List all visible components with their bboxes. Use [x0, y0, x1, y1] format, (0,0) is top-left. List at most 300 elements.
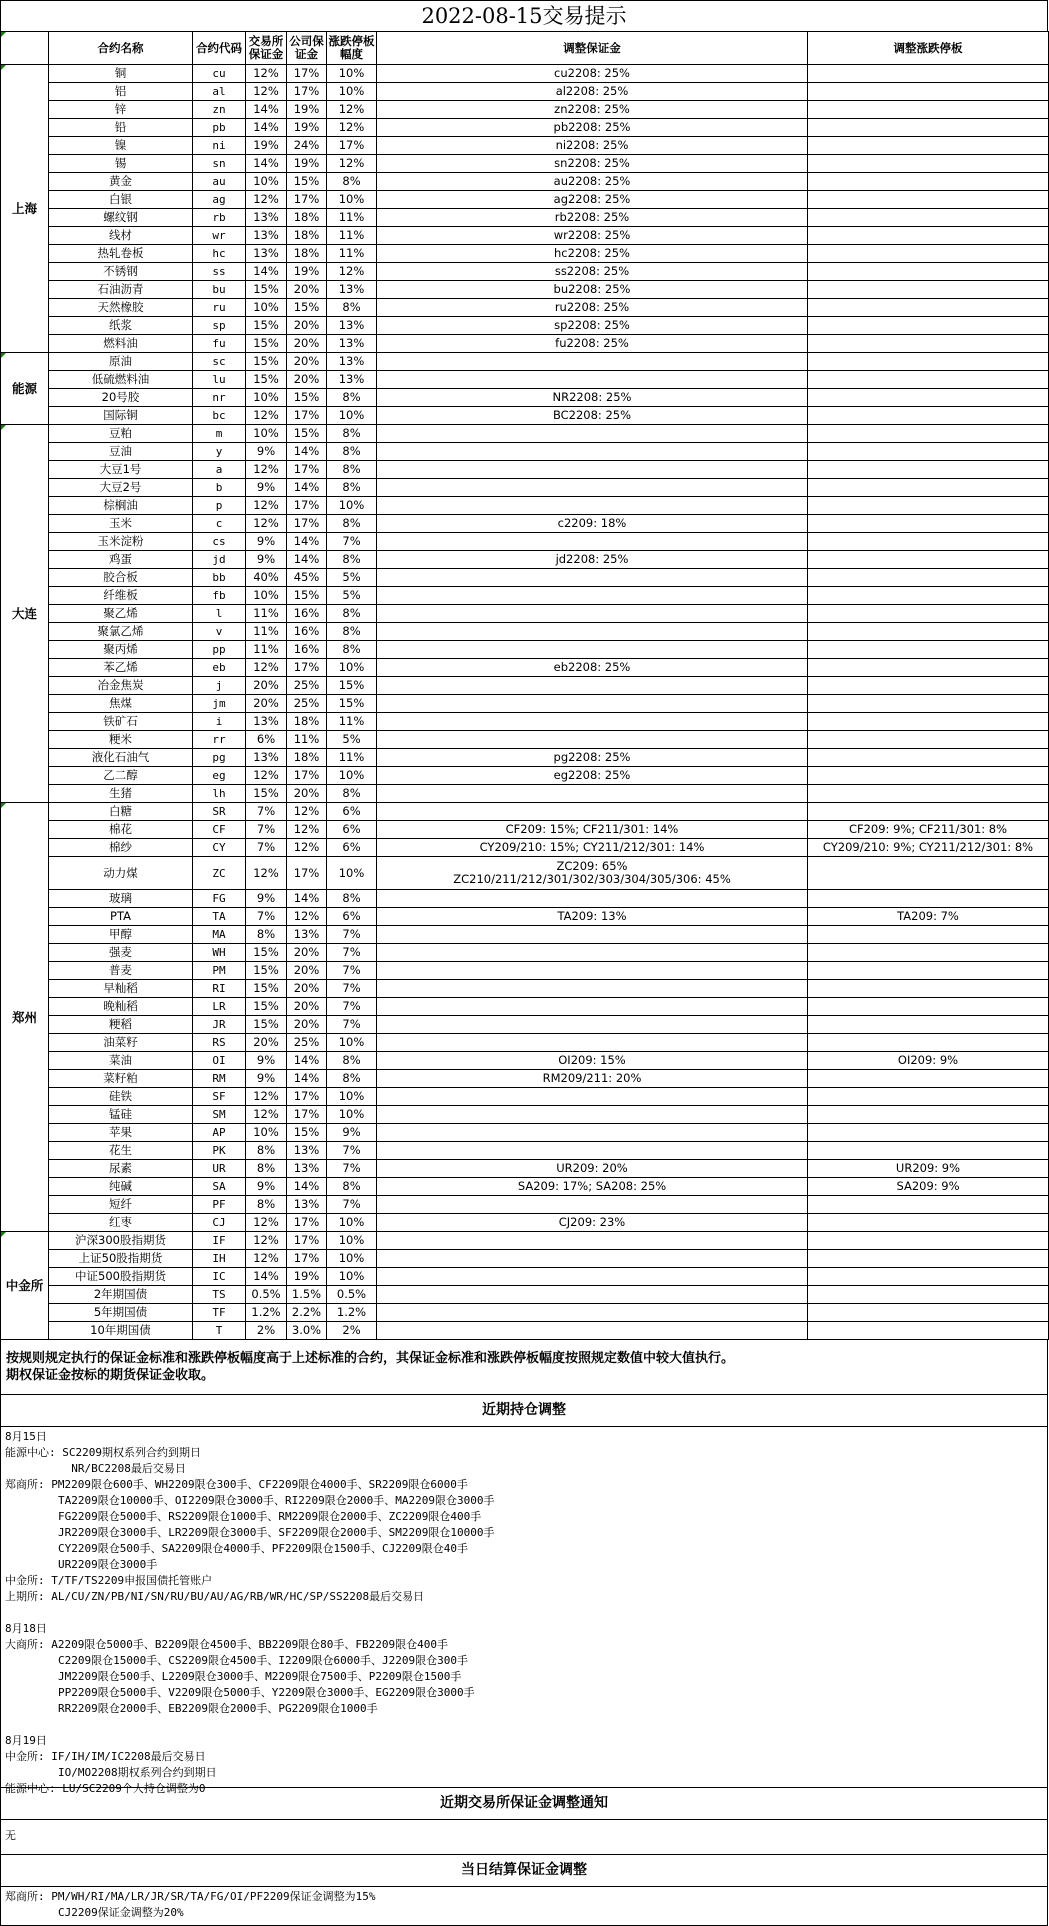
contract-code-cell: eg [193, 767, 246, 785]
price-limit-cell: 2% [327, 1322, 377, 1340]
contract-name-cell: 上证50股指期货 [49, 1250, 193, 1268]
contract-code-cell: IC [193, 1268, 246, 1286]
adjusted-margin-cell: eg2208: 25% [377, 767, 808, 785]
contract-name-cell: 燃料油 [49, 335, 193, 353]
table-row [1, 1304, 1049, 1322]
adjusted-margin-cell [377, 785, 808, 803]
adjusted-limit-cell [808, 1268, 1049, 1286]
contract-code-cell: OI [193, 1052, 246, 1070]
contract-code-cell: c [193, 515, 246, 533]
table-row [1, 155, 1049, 173]
position-adjust-line: 8月15日 [5, 1430, 47, 1443]
table-row [1, 281, 1049, 299]
contract-code-cell: RS [193, 1034, 246, 1052]
table-row [1, 101, 1049, 119]
price-limit-cell: 8% [327, 173, 377, 191]
company-margin-cell: 17% [287, 1232, 327, 1250]
exchange-notice-text: 无 [5, 1829, 16, 1842]
exchange-margin-cell: 14% [246, 263, 287, 281]
company-margin-cell: 14% [287, 890, 327, 908]
price-limit-cell: 13% [327, 281, 377, 299]
price-limit-cell: 11% [327, 209, 377, 227]
exchange-margin-cell: 13% [246, 209, 287, 227]
company-margin-cell: 16% [287, 641, 327, 659]
adjusted-limit-cell: SA209: 9% [808, 1178, 1049, 1196]
contract-name-cell: 豆油 [49, 443, 193, 461]
contract-name-cell: 棉纱 [49, 839, 193, 857]
price-limit-cell: 8% [327, 890, 377, 908]
contract-name-cell: 国际铜 [49, 407, 193, 425]
adjusted-margin-cell [377, 533, 808, 551]
company-margin-cell: 12% [287, 908, 327, 926]
table-row [1, 245, 1049, 263]
contract-name-cell: 粳稻 [49, 1016, 193, 1034]
company-margin-cell: 17% [287, 65, 327, 83]
table-row [1, 191, 1049, 209]
adjusted-margin-cell [377, 962, 808, 980]
price-limit-cell: 8% [327, 623, 377, 641]
exchange-margin-cell: 15% [246, 281, 287, 299]
adjusted-limit-cell [808, 227, 1049, 245]
company-margin-cell: 12% [287, 803, 327, 821]
contract-code-cell: lu [193, 371, 246, 389]
adjusted-limit-cell [808, 767, 1049, 785]
price-limit-cell: 11% [327, 245, 377, 263]
table-row [1, 137, 1049, 155]
contract-code-cell: PK [193, 1142, 246, 1160]
exchange-margin-cell: 10% [246, 587, 287, 605]
table-row [1, 1268, 1049, 1286]
adjusted-margin-cell [377, 587, 808, 605]
adjusted-margin-cell: pg2208: 25% [377, 749, 808, 767]
adjusted-margin-cell [377, 890, 808, 908]
adjusted-limit-cell [808, 191, 1049, 209]
table-row [1, 425, 1049, 443]
contract-code-cell: JR [193, 1016, 246, 1034]
adjusted-limit-cell: TA209: 7% [808, 908, 1049, 926]
exchange-margin-cell: 9% [246, 443, 287, 461]
contract-name-cell: 聚丙烯 [49, 641, 193, 659]
exchange-margin-cell: 9% [246, 551, 287, 569]
adjusted-margin-cell: fu2208: 25% [377, 335, 808, 353]
contract-name-cell: 锰硅 [49, 1106, 193, 1124]
adjusted-margin-cell: bu2208: 25% [377, 281, 808, 299]
company-margin-cell: 15% [287, 1124, 327, 1142]
price-limit-cell: 8% [327, 389, 377, 407]
adjusted-margin-cell: NR2208: 25% [377, 389, 808, 407]
company-margin-cell: 20% [287, 335, 327, 353]
header-company-margin: 公司保证金 [287, 32, 327, 65]
contract-name-cell: 线材 [49, 227, 193, 245]
table-row [1, 515, 1049, 533]
contract-name-cell: 2年期国债 [49, 1286, 193, 1304]
table-row [1, 1070, 1049, 1088]
contract-name-cell: 铝 [49, 83, 193, 101]
price-limit-cell: 1.2% [327, 1304, 377, 1322]
table-row [1, 389, 1049, 407]
company-margin-cell: 25% [287, 695, 327, 713]
adjusted-margin-cell [377, 479, 808, 497]
price-limit-cell: 11% [327, 749, 377, 767]
table-row [1, 1142, 1049, 1160]
adjusted-limit-cell: OI209: 9% [808, 1052, 1049, 1070]
price-limit-cell: 12% [327, 119, 377, 137]
adjusted-limit-cell [808, 137, 1049, 155]
price-limit-cell: 8% [327, 425, 377, 443]
exchange-margin-cell: 12% [246, 1232, 287, 1250]
contract-name-cell: 天然橡胶 [49, 299, 193, 317]
adjusted-limit-cell [808, 1088, 1049, 1106]
company-margin-cell: 17% [287, 659, 327, 677]
adjusted-limit-cell [808, 605, 1049, 623]
adjusted-margin-cell [377, 944, 808, 962]
company-margin-cell: 20% [287, 962, 327, 980]
exchange-margin-cell: 19% [246, 137, 287, 155]
adjusted-margin-cell: UR209: 20% [377, 1160, 808, 1178]
adjusted-limit-cell [808, 587, 1049, 605]
company-margin-cell: 15% [287, 587, 327, 605]
table-row [1, 1088, 1049, 1106]
contract-code-cell: UR [193, 1160, 246, 1178]
company-margin-cell: 17% [287, 1106, 327, 1124]
contract-code-cell: fb [193, 587, 246, 605]
contract-code-cell: WH [193, 944, 246, 962]
price-limit-cell: 7% [327, 962, 377, 980]
company-margin-cell: 17% [287, 857, 327, 890]
table-row [1, 926, 1049, 944]
contract-name-cell: 早籼稻 [49, 980, 193, 998]
adjusted-margin-cell: pb2208: 25% [377, 119, 808, 137]
rule-notice [0, 1340, 1048, 1395]
adjusted-limit-cell [808, 101, 1049, 119]
exchange-margin-cell: 14% [246, 1268, 287, 1286]
table-header-row [1, 32, 1049, 65]
table-row [1, 1232, 1049, 1250]
price-limit-cell: 12% [327, 155, 377, 173]
contract-code-cell: bb [193, 569, 246, 587]
adjusted-margin-cell [377, 857, 808, 890]
exchange-margin-cell: 15% [246, 1016, 287, 1034]
price-limit-cell: 7% [327, 1016, 377, 1034]
contract-name-cell: 10年期国债 [49, 1322, 193, 1340]
adjusted-limit-cell [808, 551, 1049, 569]
company-margin-cell: 3.0% [287, 1322, 327, 1340]
adjusted-margin-line: ZC209: 65% [556, 859, 628, 873]
rule-notice-line-1: 按规则规定执行的保证金标准和涨跌停板幅度高于上述标准的合约，其保证金标准和涨跌停板幅度按照规定数值中较大值执行。 [6, 1351, 735, 1366]
contract-code-cell: TF [193, 1304, 246, 1322]
company-margin-cell: 18% [287, 227, 327, 245]
company-margin-cell: 17% [287, 1214, 327, 1232]
exchange-margin-cell: 10% [246, 173, 287, 191]
table-row [1, 803, 1049, 821]
adjusted-margin-cell: cu2208: 25% [377, 65, 808, 83]
exchange-margin-cell: 13% [246, 245, 287, 263]
exchange-margin-cell: 15% [246, 353, 287, 371]
exchange-margin-cell: 8% [246, 926, 287, 944]
price-limit-cell: 10% [327, 65, 377, 83]
adjusted-limit-cell [808, 479, 1049, 497]
price-limit-cell: 11% [327, 713, 377, 731]
exchange-margin-cell: 11% [246, 641, 287, 659]
adjusted-limit-cell [808, 749, 1049, 767]
price-limit-cell: 6% [327, 821, 377, 839]
adjusted-margin-cell: eb2208: 25% [377, 659, 808, 677]
position-adjust-body [0, 1427, 1048, 1795]
price-limit-cell: 8% [327, 1070, 377, 1088]
contract-name-cell: 中证500股指期货 [49, 1268, 193, 1286]
table-row [1, 173, 1049, 191]
adjusted-margin-cell [377, 731, 808, 749]
adjusted-margin-cell: wr2208: 25% [377, 227, 808, 245]
company-margin-cell: 17% [287, 407, 327, 425]
company-margin-cell: 15% [287, 425, 327, 443]
price-limit-cell: 10% [327, 1232, 377, 1250]
contract-code-cell: ZC [193, 857, 246, 890]
price-limit-cell: 10% [327, 659, 377, 677]
header-adjusted-limit: 调整涨跌停板 [808, 32, 1049, 65]
exchange-margin-cell: 10% [246, 389, 287, 407]
adjusted-margin-cell: BC2208: 25% [377, 407, 808, 425]
adjusted-margin-cell: CY209/210: 15%; CY211/212/301: 14% [377, 839, 808, 857]
position-adjust-line: 8月18日 [5, 1622, 47, 1635]
exchange-notice-body [0, 1820, 1048, 1855]
table-row [1, 962, 1049, 980]
exchange-margin-cell: 9% [246, 533, 287, 551]
contract-name-cell: 乙二醇 [49, 767, 193, 785]
company-margin-cell: 17% [287, 461, 327, 479]
adjusted-margin-cell [377, 1322, 808, 1340]
contract-code-cell: m [193, 425, 246, 443]
adjusted-limit-cell [808, 299, 1049, 317]
adjusted-margin-line: ZC210/211/212/301/302/303/304/305/306: 45% [453, 872, 731, 886]
contract-code-cell: PF [193, 1196, 246, 1214]
exchange-margin-cell: 13% [246, 749, 287, 767]
adjusted-margin-cell [377, 371, 808, 389]
adjusted-limit-cell [808, 980, 1049, 998]
exchange-margin-cell: 15% [246, 317, 287, 335]
exchange-cell [1, 425, 49, 803]
adjusted-limit-cell: CY209/210: 9%; CY211/212/301: 8% [808, 839, 1049, 857]
contract-code-cell: sn [193, 155, 246, 173]
adjusted-limit-cell [808, 335, 1049, 353]
price-limit-cell: 10% [327, 1034, 377, 1052]
contract-name-cell: 聚乙烯 [49, 605, 193, 623]
adjusted-limit-cell [808, 623, 1049, 641]
exchange-margin-cell: 13% [246, 227, 287, 245]
position-adjust-line: IO/MO2208期权系列合约到期日 [5, 1766, 217, 1779]
exchange-notice-title: 近期交易所保证金调整通知 [0, 1788, 1048, 1820]
contract-code-cell: TA [193, 908, 246, 926]
company-margin-cell: 13% [287, 1196, 327, 1214]
adjusted-limit-cell [808, 1250, 1049, 1268]
contract-code-cell: rb [193, 209, 246, 227]
adjusted-limit-cell [808, 1016, 1049, 1034]
position-adjust-line: 中金所: T/TF/TS2209申报国债托管账户 [5, 1574, 213, 1587]
price-limit-cell: 15% [327, 677, 377, 695]
adjusted-limit-cell [808, 659, 1049, 677]
contract-name-cell: 红枣 [49, 1214, 193, 1232]
contract-name-cell: 晚籼稻 [49, 998, 193, 1016]
company-margin-cell: 20% [287, 980, 327, 998]
table-row [1, 749, 1049, 767]
contract-code-cell: T [193, 1322, 246, 1340]
contract-name-cell: 强麦 [49, 944, 193, 962]
exchange-margin-cell: 15% [246, 335, 287, 353]
adjusted-limit-cell [808, 281, 1049, 299]
adjusted-limit-cell [808, 209, 1049, 227]
contract-name-cell: 锡 [49, 155, 193, 173]
adjusted-limit-cell [808, 1232, 1049, 1250]
company-margin-cell: 25% [287, 1034, 327, 1052]
adjusted-limit-cell [808, 731, 1049, 749]
contract-code-cell: wr [193, 227, 246, 245]
table-row [1, 713, 1049, 731]
contract-name-cell: 玻璃 [49, 890, 193, 908]
price-limit-cell: 5% [327, 731, 377, 749]
company-margin-cell: 11% [287, 731, 327, 749]
table-row [1, 1250, 1049, 1268]
company-margin-cell: 14% [287, 1178, 327, 1196]
exchange-margin-cell: 15% [246, 962, 287, 980]
exchange-margin-cell: 12% [246, 407, 287, 425]
price-limit-cell: 11% [327, 227, 377, 245]
adjusted-margin-cell: OI209: 15% [377, 1052, 808, 1070]
contract-code-cell: IF [193, 1232, 246, 1250]
table-row [1, 623, 1049, 641]
table-row [1, 1034, 1049, 1052]
contract-name-cell: 石油沥青 [49, 281, 193, 299]
exchange-margin-cell: 12% [246, 857, 287, 890]
contract-name-cell: 铁矿石 [49, 713, 193, 731]
contract-code-cell: au [193, 173, 246, 191]
price-limit-cell: 6% [327, 803, 377, 821]
contract-code-cell: pb [193, 119, 246, 137]
table-row [1, 263, 1049, 281]
adjusted-limit-cell [808, 1106, 1049, 1124]
adjusted-limit-cell [808, 1034, 1049, 1052]
contract-code-cell: pg [193, 749, 246, 767]
company-margin-cell: 18% [287, 749, 327, 767]
contract-code-cell: ru [193, 299, 246, 317]
table-row [1, 299, 1049, 317]
contract-name-cell: 黄金 [49, 173, 193, 191]
table-row [1, 83, 1049, 101]
contract-name-cell: 不锈钢 [49, 263, 193, 281]
adjusted-margin-cell [377, 1124, 808, 1142]
contract-code-cell: RI [193, 980, 246, 998]
contract-code-cell: RM [193, 1070, 246, 1088]
position-adjust-line: RR2209限仓2000手、EB2209限仓2000手、PG2209限仓1000手 [5, 1702, 378, 1715]
adjusted-limit-cell [808, 443, 1049, 461]
contract-code-cell: cs [193, 533, 246, 551]
table-row [1, 1214, 1049, 1232]
table-row [1, 1196, 1049, 1214]
contract-name-cell: 白糖 [49, 803, 193, 821]
table-row [1, 908, 1049, 926]
price-limit-cell: 13% [327, 371, 377, 389]
company-margin-cell: 17% [287, 515, 327, 533]
adjusted-margin-cell: zn2208: 25% [377, 101, 808, 119]
table-row [1, 497, 1049, 515]
contract-name-cell: 热轧卷板 [49, 245, 193, 263]
adjusted-margin-cell [377, 1142, 808, 1160]
contract-code-cell: bu [193, 281, 246, 299]
contract-name-cell: 棉花 [49, 821, 193, 839]
price-limit-cell: 12% [327, 101, 377, 119]
company-margin-cell: 20% [287, 371, 327, 389]
price-limit-cell: 10% [327, 857, 377, 890]
position-adjust-line: CY2209限仓500手、SA2209限仓4000手、PF2209限仓1500手、CJ2209限仓40手 [5, 1542, 469, 1555]
position-adjust-line [5, 1605, 1043, 1621]
adjusted-limit-cell [808, 245, 1049, 263]
price-limit-cell: 8% [327, 479, 377, 497]
company-margin-cell: 13% [287, 1142, 327, 1160]
contract-code-cell: i [193, 713, 246, 731]
position-adjust-line: JR2209限仓3000手、LR2209限仓3000手、SF2209限仓2000手、SM2209限仓10000手 [5, 1526, 495, 1539]
adjusted-limit-cell [808, 425, 1049, 443]
exchange-margin-cell: 15% [246, 980, 287, 998]
contract-name-cell: 胶合板 [49, 569, 193, 587]
exchange-margin-cell: 7% [246, 908, 287, 926]
adjusted-margin-cell [377, 569, 808, 587]
contract-name-cell: 花生 [49, 1142, 193, 1160]
adjusted-margin-cell: ru2208: 25% [377, 299, 808, 317]
contract-name-cell: 沪深300股指期货 [49, 1232, 193, 1250]
table-row [1, 353, 1049, 371]
adjusted-margin-cell [377, 605, 808, 623]
table-row [1, 533, 1049, 551]
exchange-margin-cell: 13% [246, 713, 287, 731]
contract-code-cell: ss [193, 263, 246, 281]
contract-name-cell: 纤维板 [49, 587, 193, 605]
position-adjust-line: C2209限仓15000手、CS2209限仓4500手、I2209限仓6000手、J2209限仓300手 [5, 1654, 469, 1667]
company-margin-cell: 16% [287, 623, 327, 641]
exchange-cell [1, 353, 49, 425]
exchange-margin-cell: 11% [246, 623, 287, 641]
adjusted-limit-cell [808, 119, 1049, 137]
exchange-margin-cell: 0.5% [246, 1286, 287, 1304]
exchange-margin-cell: 8% [246, 1196, 287, 1214]
adjusted-margin-cell [377, 497, 808, 515]
contract-name-cell: 菜籽粕 [49, 1070, 193, 1088]
exchange-cell [1, 65, 49, 353]
company-margin-cell: 19% [287, 1268, 327, 1286]
adjusted-limit-cell [808, 155, 1049, 173]
price-limit-cell: 7% [327, 533, 377, 551]
adjusted-margin-cell: ni2208: 25% [377, 137, 808, 155]
exchange-margin-cell: 12% [246, 1106, 287, 1124]
adjusted-margin-cell [377, 695, 808, 713]
table-row [1, 890, 1049, 908]
price-limit-cell: 10% [327, 407, 377, 425]
contract-code-cell: SF [193, 1088, 246, 1106]
exchange-margin-cell: 12% [246, 1214, 287, 1232]
adjusted-margin-cell: au2208: 25% [377, 173, 808, 191]
position-adjust-line: 郑商所: PM2209限仓600手、WH2209限仓300手、CF2209限仓4000手、SR2209限仓6000手 [5, 1478, 468, 1491]
table-row [1, 443, 1049, 461]
adjusted-margin-cell [377, 1304, 808, 1322]
position-adjust-line: TA2209限仓10000手、OI2209限仓3000手、RI2209限仓2000手、MA2209限仓3000手 [5, 1494, 495, 1507]
contract-name-cell: 焦煤 [49, 695, 193, 713]
exchange-margin-cell: 9% [246, 1070, 287, 1088]
adjusted-margin-cell [377, 623, 808, 641]
exchange-margin-cell: 12% [246, 461, 287, 479]
adjusted-limit-cell [808, 857, 1049, 890]
exchange-margin-cell: 20% [246, 695, 287, 713]
price-limit-cell: 10% [327, 1250, 377, 1268]
contract-name-cell: 短纤 [49, 1196, 193, 1214]
adjusted-margin-cell: TA209: 13% [377, 908, 808, 926]
